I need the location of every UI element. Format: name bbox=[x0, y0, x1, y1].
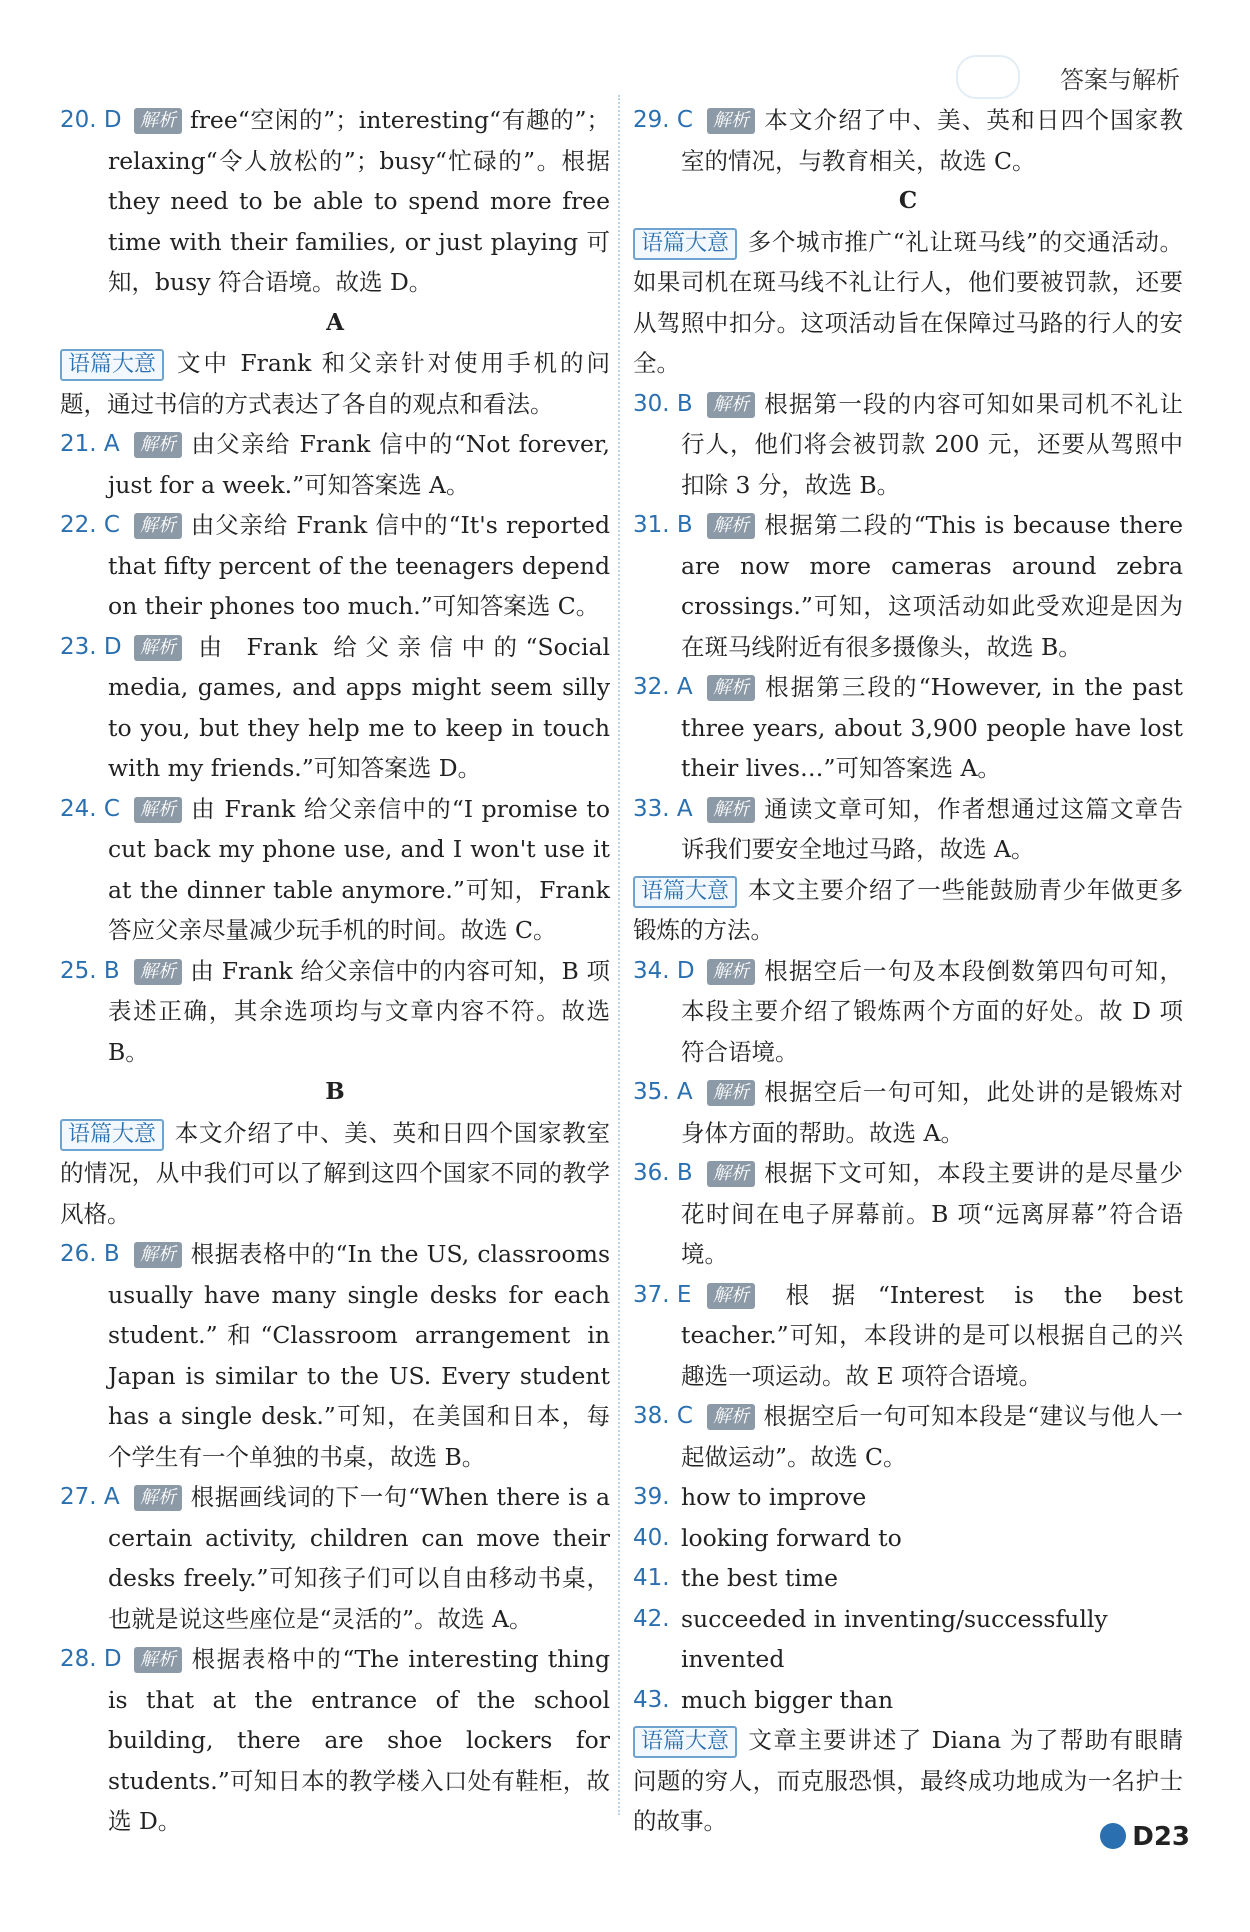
analysis-tag: 解析 bbox=[707, 1283, 755, 1309]
answer-text: 根据第二段的“This is because there are now more cameras around zebra crossings.”可知，这项活动如此受欢迎是因为在斑马线附近有很多摄像头，故选 B。 bbox=[681, 511, 1183, 661]
summary-b bbox=[60, 1113, 610, 1235]
answer-text: the best time bbox=[681, 1564, 839, 1592]
answer-text: 由 Frank 给父亲信中的“Social media, games, and apps might seem silly to you, but they help me to keep in touch with my friends.”可知答案选 D。 bbox=[108, 632, 610, 782]
question-number: 30. B bbox=[633, 390, 693, 417]
section-title-b: B bbox=[325, 1078, 345, 1105]
header-decoration-icon bbox=[956, 55, 1020, 99]
question-number: 22. C bbox=[60, 512, 120, 538]
answer-text: 由父亲给 Frank 信中的“It's reported that fifty percent of the teenagers depend on their phones too much.”可知答案选 C。 bbox=[108, 511, 610, 620]
page-dot-icon bbox=[1100, 1823, 1126, 1849]
question-number: 35. A bbox=[633, 1079, 693, 1105]
analysis-tag: 解析 bbox=[707, 1161, 755, 1187]
answer-item-40 bbox=[633, 1518, 1183, 1559]
answer-item-30 bbox=[633, 384, 1183, 506]
analysis-tag: 解析 bbox=[134, 108, 182, 134]
answer-item-32 bbox=[633, 667, 1183, 789]
question-number: 28. D bbox=[60, 1646, 122, 1672]
question-number: 39. bbox=[633, 1484, 670, 1510]
left-column bbox=[60, 100, 610, 1842]
analysis-tag: 解析 bbox=[134, 513, 182, 539]
answer-item-25 bbox=[60, 951, 610, 1073]
answer-text: 根据空后一句及本段倒数第四句可知，本段主要介绍了锻炼两个方面的好处。故 D 项符合语境。 bbox=[681, 956, 1183, 1066]
answer-text: 由 Frank 给父亲信中的内容可知，B 项表述正确，其余选项均与文章内容不符。故选 B。 bbox=[108, 956, 610, 1066]
summary-tag: 语篇大意 bbox=[633, 1726, 737, 1758]
answer-text: 根据空后一句可知本段是“建议与他人一起做运动”。故选 C。 bbox=[681, 1402, 1183, 1471]
answer-text: 本文介绍了中、美、英和日四个国家教室的情况，与教育相关，故选 C。 bbox=[681, 106, 1183, 175]
answer-text: succeeded in inventing/successfully invented bbox=[681, 1604, 1108, 1673]
answer-item-41 bbox=[633, 1558, 1183, 1599]
question-number: 24. C bbox=[60, 795, 120, 822]
answer-item-20 bbox=[60, 100, 610, 303]
summary-text: 本文介绍了中、美、英和日四个国家教室的情况，从中我们可以了解到这四个国家不同的教学风格。 bbox=[60, 1118, 610, 1228]
question-number: 33. A bbox=[633, 795, 693, 822]
analysis-tag: 解析 bbox=[707, 797, 755, 823]
section-title-a: A bbox=[326, 308, 344, 336]
answer-text: 根据下文可知，本段主要讲的是尽量少花时间在电子屏幕前。B 项“远离屏幕”符合语境。 bbox=[681, 1159, 1183, 1268]
answer-text: 通读文章可知，作者想通过这篇文章告诉我们要安全地过马路，故选 A。 bbox=[681, 794, 1183, 863]
answer-item-36 bbox=[633, 1153, 1183, 1275]
summary-tag: 语篇大意 bbox=[60, 349, 164, 381]
analysis-tag: 解析 bbox=[707, 108, 755, 134]
analysis-tag: 解析 bbox=[134, 959, 182, 985]
analysis-tag: 解析 bbox=[134, 1485, 182, 1511]
answer-item-38 bbox=[633, 1396, 1183, 1477]
summary-d bbox=[633, 870, 1183, 951]
answer-item-43 bbox=[633, 1680, 1183, 1721]
section-title-c: C bbox=[898, 187, 918, 214]
answer-item-21 bbox=[60, 424, 610, 505]
analysis-tag: 解析 bbox=[134, 1647, 182, 1673]
answer-text: much bigger than bbox=[681, 1685, 894, 1714]
analysis-tag: 解析 bbox=[134, 797, 182, 823]
answer-item-28 bbox=[60, 1639, 610, 1842]
answer-item-33 bbox=[633, 789, 1183, 870]
answer-item-26 bbox=[60, 1234, 610, 1477]
question-number: 29. C bbox=[633, 107, 693, 133]
answer-item-37 bbox=[633, 1275, 1183, 1397]
answer-item-23 bbox=[60, 627, 610, 789]
summary-tag: 语篇大意 bbox=[60, 1119, 164, 1151]
question-number: 38. C bbox=[633, 1403, 693, 1429]
analysis-tag: 解析 bbox=[134, 1242, 182, 1268]
analysis-tag: 解析 bbox=[134, 635, 182, 661]
answer-text: 由 Frank 给父亲信中的“I promise to cut back my phone use, and I won't use it at the dinner table anymore.”可知，Frank 答应父亲尽量减少玩手机的时间。故选 C。 bbox=[108, 794, 610, 944]
analysis-tag: 解析 bbox=[707, 959, 755, 985]
question-number: 40. bbox=[633, 1524, 670, 1551]
summary-text: 文中 Frank 和父亲针对使用手机的问题，通过书信的方式表达了各自的观点和看法。 bbox=[60, 349, 610, 418]
analysis-tag: 解析 bbox=[707, 1404, 755, 1430]
question-number: 21. A bbox=[60, 431, 120, 457]
analysis-tag: 解析 bbox=[707, 1080, 755, 1106]
column-divider bbox=[618, 95, 620, 1815]
answer-text: looking forward to bbox=[681, 1523, 902, 1552]
question-number: 27. A bbox=[60, 1484, 120, 1510]
answer-text: 根据表格中的“In the US, classrooms usually have many single desks for each student.”和“Classroom arrangement in Japan is similar to the US. Every student has a single desk.”可知，在美国和日本，每个学生有一个单独的书桌，故选 B。 bbox=[108, 1240, 610, 1471]
answer-item-24 bbox=[60, 789, 610, 951]
answer-item-35 bbox=[633, 1072, 1183, 1153]
question-number: 20. D bbox=[60, 107, 122, 133]
answer-text: 根据第一段的内容可知如果司机不礼让行人，他们将会被罚款 200 元，还要从驾照中扣除 3 分，故选 B。 bbox=[681, 389, 1183, 499]
answer-item-27 bbox=[60, 1477, 610, 1639]
analysis-tag: 解析 bbox=[134, 432, 182, 458]
summary-text: 多个城市推广“礼让斑马线”的交通活动。如果司机在斑马线不礼让行人，他们要被罚款，还要从驾照中扣分。这项活动旨在保障过马路的行人的安全。 bbox=[633, 227, 1183, 377]
question-number: 25. B bbox=[60, 957, 120, 984]
summary-text: 本文主要介绍了一些能鼓励青少年做更多锻炼的方法。 bbox=[633, 875, 1183, 944]
answer-text: 根据空后一句可知，此处讲的是锻炼对身体方面的帮助。故选 A。 bbox=[681, 1078, 1183, 1147]
summary-c bbox=[633, 222, 1183, 384]
page-number-label: D23 bbox=[1132, 1822, 1190, 1852]
question-number: 43. bbox=[633, 1686, 670, 1713]
analysis-tag: 解析 bbox=[707, 513, 755, 539]
answer-text: how to improve bbox=[681, 1483, 867, 1511]
right-column bbox=[633, 100, 1183, 1842]
answer-text: free“空闲的”；interesting“有趣的”；relaxing“令人放松的”；busy“忙碌的”。根据they need to be able to spend more free time with their families, or just playing 可知，busy 符合语境。故选 D。 bbox=[108, 106, 610, 296]
question-number: 41. bbox=[633, 1565, 670, 1591]
answer-text: 根据“Interest is the best teacher.”可知，本段讲的是可以根据自己的兴趣选一项运动。故 E 项符合语境。 bbox=[681, 1280, 1183, 1390]
analysis-tag: 解析 bbox=[707, 675, 755, 701]
answer-item-42 bbox=[633, 1599, 1183, 1680]
summary-tag: 语篇大意 bbox=[633, 228, 737, 260]
question-number: 26. B bbox=[60, 1241, 120, 1267]
question-number: 23. D bbox=[60, 633, 122, 660]
page-header-title: 答案与解析 bbox=[1060, 66, 1180, 94]
summary-tag: 语篇大意 bbox=[633, 876, 737, 908]
question-number: 42. bbox=[633, 1605, 670, 1632]
answer-item-34 bbox=[633, 951, 1183, 1073]
answer-item-39 bbox=[633, 1477, 1183, 1518]
question-number: 31. B bbox=[633, 512, 693, 538]
answer-text: 根据表格中的“The interesting thing is that at the entrance of the school building, there are shoe lockers for students.”可知日本的教学楼入口处有鞋柜，故选 D。 bbox=[108, 1645, 610, 1835]
answer-item-29 bbox=[633, 100, 1183, 181]
summary-a bbox=[60, 343, 610, 424]
question-number: 36. B bbox=[633, 1160, 693, 1186]
question-number: 37. E bbox=[633, 1281, 692, 1308]
question-number: 34. D bbox=[633, 957, 695, 984]
summary-text: 文章主要讲述了 Diana 为了帮助有眼睛问题的穷人，而克服恐惧，最终成功地成为一名护士的故事。 bbox=[633, 1726, 1183, 1835]
answer-item-31 bbox=[633, 505, 1183, 667]
answer-text: 根据第三段的“However, in the past three years, about 3,900 people have lost their lives…”可知答案选 A。 bbox=[681, 673, 1183, 782]
question-number: 32. A bbox=[633, 674, 693, 700]
answer-item-22 bbox=[60, 505, 610, 627]
analysis-tag: 解析 bbox=[707, 392, 755, 418]
answer-text: 根据画线词的下一句“When there is a certain activity, children can move their desks freely.”可知孩子们可以自由移动书桌，也就是说这些座位是“灵活的”。故选 A。 bbox=[108, 1483, 610, 1633]
page-number bbox=[1100, 1822, 1190, 1852]
answer-text: 由父亲给 Frank 信中的“Not forever, just for a week.”可知答案选 A。 bbox=[108, 430, 610, 499]
